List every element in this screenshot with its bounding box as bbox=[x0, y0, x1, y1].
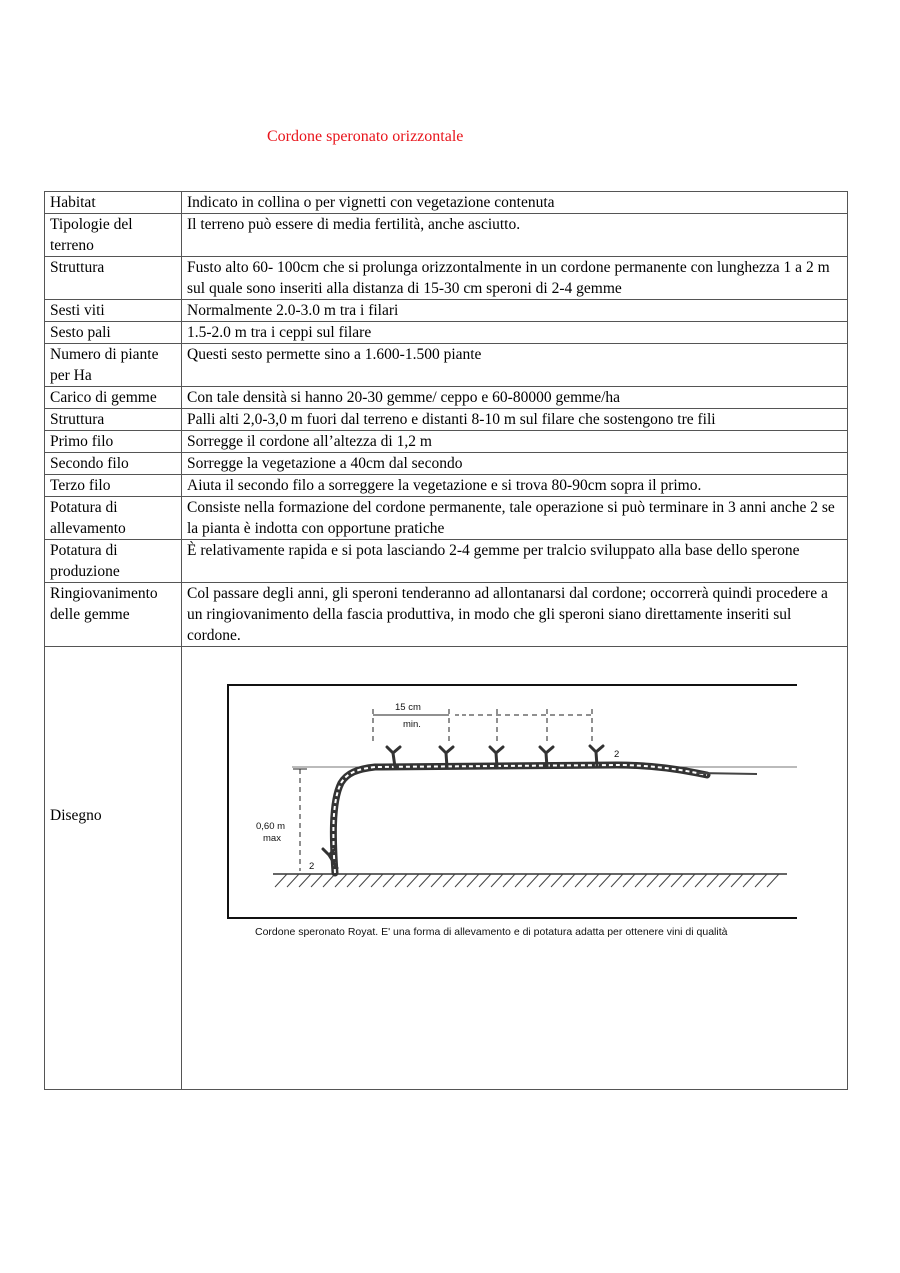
drawing-caption: Cordone speronato Royat. E' una forma di allevamento e di potatura adatta per ottenere vini di qualità bbox=[255, 926, 728, 938]
table-row bbox=[45, 192, 848, 214]
royat-cordon-drawing bbox=[197, 683, 797, 945]
row-value: Palli alti 2,0-3,0 m fuori dal terreno e distanti 8-10 m sul filare che sostengono tre fili bbox=[182, 409, 848, 431]
table-row bbox=[45, 540, 848, 583]
bud-count-base: 2 bbox=[309, 861, 315, 872]
table-row bbox=[45, 497, 848, 540]
specs-table bbox=[44, 191, 848, 1090]
row-value: Indicato in collina o per vignetti con vegetazione contenuta bbox=[182, 192, 848, 214]
row-value: È relativamente rapida e si pota lasciando 2-4 gemme per tralcio sviluppato alla base dello sperone bbox=[182, 540, 848, 583]
drawing-label: Disegno bbox=[45, 647, 182, 1090]
row-label: Sesto pali bbox=[45, 322, 182, 344]
height-sub-label: max bbox=[263, 833, 281, 844]
table-row bbox=[45, 475, 848, 497]
row-value: Aiuta il secondo filo a sorreggere la vegetazione e si trova 80-90cm sopra il primo. bbox=[182, 475, 848, 497]
drawing-row bbox=[45, 647, 848, 1090]
table-row bbox=[45, 322, 848, 344]
table-row bbox=[45, 214, 848, 257]
table-row bbox=[45, 453, 848, 475]
row-value: Fusto alto 60- 100cm che si prolunga orizzontalmente in un cordone permanente con lunghezza 1 a 2 m sul quale sono inseriti alla distanza di 15-30 cm speroni di 2-4 gemme bbox=[182, 257, 848, 300]
row-value: Normalmente 2.0-3.0 m tra i filari bbox=[182, 300, 848, 322]
bud-count-top: 2 bbox=[614, 749, 620, 760]
row-label: Potatura di allevamento bbox=[45, 497, 182, 540]
table-row bbox=[45, 257, 848, 300]
table-row bbox=[45, 344, 848, 387]
table-row bbox=[45, 387, 848, 409]
row-value: Con tale densità si hanno 20-30 gemme/ ceppo e 60-80000 gemme/ha bbox=[182, 387, 848, 409]
row-label: Potatura di produzione bbox=[45, 540, 182, 583]
document-title: Cordone speronato orizzontale bbox=[267, 128, 464, 145]
row-label: Terzo filo bbox=[45, 475, 182, 497]
row-label: Numero di piante per Ha bbox=[45, 344, 182, 387]
spacing-label: 15 cm bbox=[395, 702, 421, 713]
row-value: Il terreno può essere di media fertilità, anche asciutto. bbox=[182, 214, 848, 257]
row-label: Sesti viti bbox=[45, 300, 182, 322]
row-label: Struttura bbox=[45, 409, 182, 431]
row-label: Carico di gemme bbox=[45, 387, 182, 409]
row-label: Ringiovanimento delle gemme bbox=[45, 583, 182, 647]
row-value: Sorregge la vegetazione a 40cm dal secondo bbox=[182, 453, 848, 475]
drawing-frame bbox=[228, 685, 797, 918]
row-value: Questi sesto permette sino a 1.600-1.500 piante bbox=[182, 344, 848, 387]
row-label: Habitat bbox=[45, 192, 182, 214]
table-row bbox=[45, 300, 848, 322]
spacing-sub-label: min. bbox=[403, 719, 421, 730]
vine-trunk bbox=[333, 765, 707, 873]
vine-trunk-highlight bbox=[333, 765, 707, 873]
ground-hatch bbox=[275, 874, 779, 887]
row-value: Col passare degli anni, gli speroni tenderanno ad allontanarsi dal cordone; occorrerà quindi procedere a un ringiovanimento della fascia produttiva, in modo che gli speroni siano direttamente inseriti sul cordone. bbox=[182, 583, 848, 647]
cordon-tip bbox=[697, 773, 757, 774]
table-row bbox=[45, 583, 848, 647]
drawing-cell bbox=[182, 647, 848, 1090]
table-row bbox=[45, 431, 848, 453]
height-label: 0,60 m bbox=[256, 821, 286, 832]
row-label: Tipologie del terreno bbox=[45, 214, 182, 257]
row-label: Secondo filo bbox=[45, 453, 182, 475]
row-value: Sorregge il cordone all’altezza di 1,2 m bbox=[182, 431, 848, 453]
height-dimension bbox=[293, 769, 307, 871]
row-label: Primo filo bbox=[45, 431, 182, 453]
row-value: 1.5-2.0 m tra i ceppi sul filare bbox=[182, 322, 848, 344]
row-value: Consiste nella formazione del cordone permanente, tale operazione si può terminare in 3 anni anche 2 se la pianta è indotta con opportune pratiche bbox=[182, 497, 848, 540]
row-label: Struttura bbox=[45, 257, 182, 300]
table-row bbox=[45, 409, 848, 431]
